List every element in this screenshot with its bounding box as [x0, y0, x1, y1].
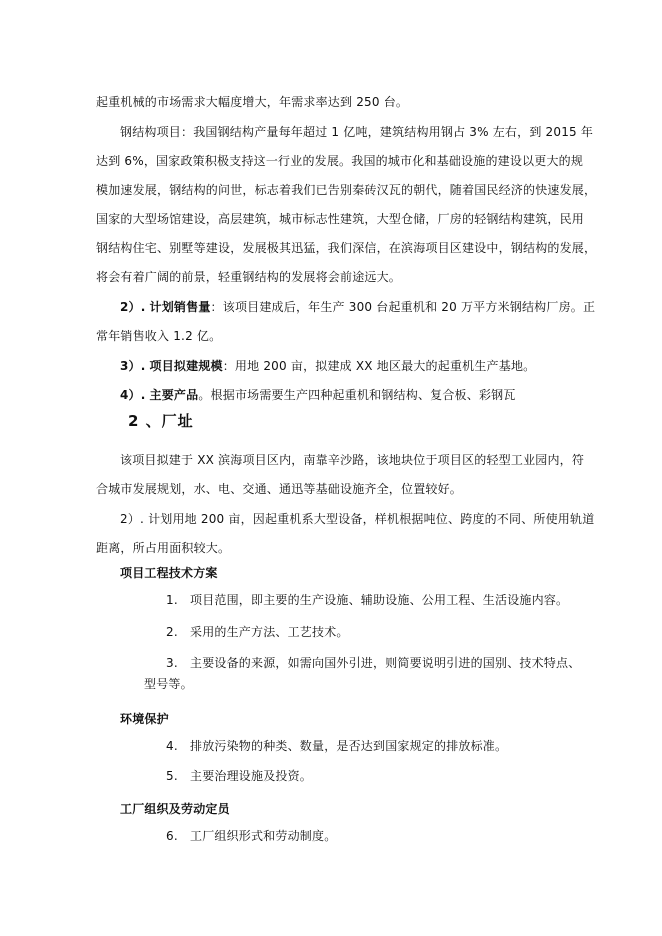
paragraph-line: 2）. 计划用地 200 亩，因起重机系大型设备，样机根据吨位、跨度的不同、所使用轨道: [120, 512, 595, 526]
scale-item: [120, 358, 535, 374]
item-number: 2）.: [120, 300, 146, 314]
product-item: [120, 387, 516, 403]
item-number: 4）.: [120, 388, 146, 402]
paragraph-line: 该项目拟建于 XX 滨海项目区内，南靠辛沙路，该地块位于项目区的轻型工业园内，符: [120, 453, 585, 467]
subsection-heading: 项目工程技术方案: [120, 566, 218, 580]
list-item-number: 5.: [166, 769, 178, 783]
list-item-number: 3.: [166, 656, 178, 670]
paragraph-line: 合城市发展规划，水、电、交通、通迅等基础设施齐全，位置较好。: [96, 482, 463, 496]
subsection-heading: 工厂组织及劳动定员: [120, 802, 230, 816]
paragraph-line: 国家的大型场馆建设，高层建筑，城市标志性建筑，大型仓储，厂房的轻钢结构建筑，民用: [96, 212, 585, 226]
item-number: 3）.: [120, 359, 146, 373]
item-text: 。根据市场需要生产四种起重机和钢结构、复合板、彩钢瓦: [198, 388, 516, 402]
list-item-text: 采用的生产方法、工艺技术。: [190, 625, 349, 639]
item-text: ：该项目建成后，年生产 300 台起重机和 20 万平方米钢结构厂房。正: [210, 300, 596, 314]
section-heading: 2 、厂址: [128, 412, 194, 430]
item-label: 计划销售量: [149, 300, 211, 314]
list-item-text: 排放污染物的种类、数量，是否达到国家规定的排放标准。: [190, 739, 508, 753]
paragraph-line: 达到 6%，国家政策积极支持这一行业的发展。我国的城市化和基础设施的建设以更大的规: [96, 154, 584, 168]
paragraph-line: 将会有着广阔的前景，轻重钢结构的发展将会前途远大。: [96, 270, 402, 284]
list-item-number: 1.: [166, 593, 178, 607]
paragraph-line: 常年销售收入 1.2 亿。: [96, 329, 222, 343]
list-item-number: 4.: [166, 739, 178, 753]
list-item-text: 工厂组织形式和劳动制度。: [190, 829, 337, 843]
sales-item: [120, 299, 595, 315]
list-item-number: 6.: [166, 829, 178, 843]
item-text: ：用地 200 亩，拟建成 XX 地区最大的起重机生产基地。: [222, 359, 536, 373]
paragraph-line: 钢结构项目：我国钢结构产量每年超过 1 亿吨，建筑结构用钢占 3% 左右，到 2015 年: [120, 125, 594, 139]
list-item-text: 项目范围，即主要的生产设施、辅助设施、公用工程、生活设施内容。: [190, 593, 569, 607]
paragraph-line: 模加速发展，钢结构的问世，标志着我们已告别秦砖汉瓦的朝代，随着国民经济的快速发展，: [96, 183, 597, 197]
paragraph-line: 距离，所占用面积较大。: [96, 541, 231, 555]
subsection-heading: 环境保护: [120, 712, 169, 726]
paragraph-line: 钢结构住宅、别墅等建设，发展极其迅猛，我们深信，在滨海项目区建设中，钢结构的发展，: [96, 241, 597, 255]
item-label: 项目拟建规模: [149, 359, 223, 373]
list-item-text: 主要治理设施及投资。: [190, 769, 313, 783]
paragraph-line: 起重机械的市场需求大幅度增大，年需求率达到 250 台。: [96, 95, 409, 109]
list-item-text: 主要设备的来源，如需向国外引进，则简要说明引进的国别、技术特点、: [190, 656, 581, 670]
list-item-number: 2.: [166, 625, 178, 639]
item-label: 主要产品: [149, 388, 199, 402]
list-item-continuation: 型号等。: [144, 677, 193, 691]
